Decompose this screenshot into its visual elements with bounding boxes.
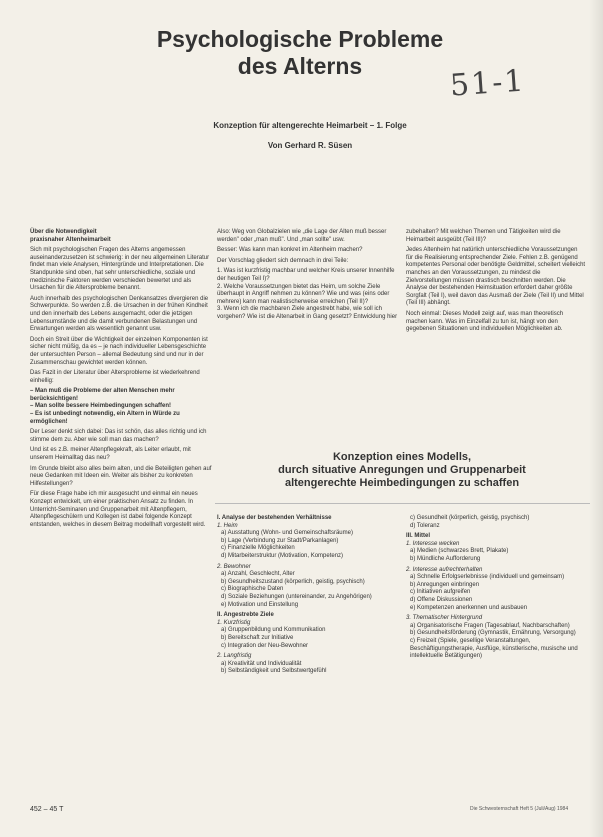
- outline-item: a) Medien (schwarzes Brett, Plakate): [410, 548, 509, 555]
- outline-subheading: 2. Langfristig: [217, 653, 252, 660]
- outline-item: d) Offene Diskussionen: [410, 596, 473, 603]
- outline-subheading: 2. Bewohner: [217, 563, 251, 570]
- outline-item: a) Anzahl, Geschlecht, Alter: [221, 571, 295, 578]
- text-column-1: [30, 229, 214, 532]
- outline-item: c) Initiativen aufgreifen: [410, 589, 471, 596]
- outline-item: e) Motivation und Einstellung: [221, 601, 299, 608]
- outline-list: [217, 530, 405, 560]
- paragraph: Der Vorschlag gliedert sich demnach in drei Teile:: [217, 257, 349, 264]
- paragraph: Das Fazit in der Literatur über Altersprobleme ist wiederkehrend einhellig:: [30, 370, 200, 384]
- outline-column-right: [406, 515, 586, 661]
- paragraph: zubehalten? Mit welchen Themen und Tätigkeiten wird die Heimarbeit ausgeübt (Teil III)?: [406, 229, 561, 243]
- outline-subheading: 2. Interesse aufrechterhalten: [406, 566, 483, 573]
- title-line-1: Psychologische Probleme: [156, 26, 444, 52]
- outline-section: III. Mittel: [406, 533, 430, 540]
- text-column-3: [406, 229, 586, 337]
- text-column-2: [217, 229, 401, 322]
- outline-section: II. Angestrebte Ziele: [217, 612, 274, 619]
- bullet-item: – Es ist unbedingt notwendig, ein Altern in Würde zu ermöglichen!: [30, 411, 180, 425]
- outline-item: d) Toleranz: [410, 522, 440, 529]
- outline-subheading: 3. Thematischer Hintergrund: [406, 615, 483, 622]
- paragraph: Besser: Was kann man konkret im Altenheim machen?: [217, 247, 363, 254]
- model-heading-line-2: durch situative Anregungen und Gruppenarbeit: [278, 464, 526, 476]
- outline-item: b) Anregungen einbringen: [410, 581, 480, 588]
- page-number: 452 – 45 T: [30, 806, 64, 813]
- paragraph: Noch einmal: Dieses Modell zeigt auf, was man theoretisch machen kann. Was im Einzelfall zu tun ist, hängt von den gegebenen Situationen und individuellen Möglichkeiten ab.: [406, 310, 564, 333]
- page-edge-shadow: [589, 0, 603, 837]
- numbered-item: 2. Welche Voraussetzungen bietet das Heim, um solche Ziele überhaupt in Angriff nehmen zu können? Wie und was (eins oder mehrere) kann man realistischerweise erreichen (Teil II)?: [217, 283, 390, 305]
- outline-item: c) Biographische Daten: [221, 586, 284, 593]
- paragraph: Jedes Altenheim hat natürlich unterschiedliche Voraussetzungen für die Realisierung entsprechender Ziele. Fehlen z.B. genügend kompetentes Personal oder benötigte Geldmittel, scheitert vielleicht manches an den Voraussetzungen, zu mindest die Zielvorstellungen müssen drastisch beschnitten werden. Die Analyse der bestehenden Heimsituation erfordert daher größte Sorgfalt (Teil I), weil davon das Ausmaß der Ziele (Teil II) und Mittel (Teil III) abhängt.: [406, 247, 586, 307]
- outline-subheading: 1. Heim: [217, 522, 238, 529]
- outline-list: [217, 571, 405, 609]
- numbered-item: 1. Was ist kurzfristig machbar und welcher Kreis unserer Innenhilfe der heutigen Teil I)?: [217, 268, 395, 282]
- outline-list: [406, 623, 586, 661]
- outline-item: d) Soziale Beziehungen (untereinander, zu Angehörigen): [221, 593, 372, 600]
- section-heading: Über die Notwendigkeit: [30, 229, 97, 235]
- outline-item: a) Schnelle Erfolgserlebnisse (individuell und gemeinsam): [410, 574, 565, 581]
- model-heading-line-3: altengerechte Heimbedingungen zu schaffen: [284, 477, 520, 489]
- model-heading: [222, 451, 582, 490]
- paragraph: Doch ein Streit über die Wichtigkeit der einzelnen Komponenten ist sicher nicht müßig, da es – je nach individueller Lebensgeschichte der untersuchten Person – allemal Bedeutung sind und nur in der Zusammenschau gewichtet werden können.: [30, 336, 208, 366]
- outline-item: b) Lage (Verbindung zur Stadt/Parkanlagen): [221, 537, 339, 544]
- author-byline: Von Gerhard R. Süsen: [267, 141, 353, 150]
- numbered-item: 3. Wenn ich die machbaren Ziele angestrebt habe, wie soll ich vorgehen? Wie ist die Altenarbeit in Gang gesetzt? Entwicklung hier: [217, 306, 398, 320]
- outline-item: b) Gesundheitszustand (körperlich, geistig, psychisch): [221, 578, 365, 585]
- outline-item: c) Integration der Neu-Bewohner: [221, 642, 309, 649]
- outline-item: e) Kompetenzen anerkennen und ausbauen: [410, 604, 528, 611]
- outline-subheading: 1. Kurzfristig: [217, 619, 251, 626]
- outline-item: c) Freizeit (Spiele, gesellige Veranstaltungen, Beschäftigungstherapie, Ausflüge, künstlerische, musische und intellektuelle Betätigungen): [410, 637, 578, 660]
- outline-item: a) Kreativität und Individualität: [221, 660, 302, 667]
- paragraph: Für diese Frage habe ich mir ausgesucht und einmal ein neues Konzept entwickelt, um einer praktischen Ansatz zu finden. In Unterricht-Seminaren und Gruppenarbeit mit Altenpflegern, Altenpflegeschülern und Kollegen ist dabei folgende Konzept entstanden, welches in diesem Beitrag modellhaft vorgestellt wird.: [30, 491, 206, 528]
- outline-item: c) Finanzielle Möglichkeiten: [221, 545, 295, 552]
- bullet-item: – Man muß die Probleme der alten Menschen mehr berücksichtigen!: [30, 388, 175, 402]
- outline-section: I. Analyse der bestehenden Verhältnisse: [217, 515, 332, 521]
- outline-list: [217, 627, 405, 650]
- journal-citation: Die Schwesternschaft Heft 5 (Juli/Aug) 1984: [470, 806, 569, 812]
- handwritten-annotation: 51-1: [448, 63, 527, 104]
- article-subtitle: Konzeption für altengerechte Heimarbeit – 1. Folge: [213, 121, 407, 130]
- title-line-2: des Alterns: [237, 53, 363, 79]
- outline-item: a) Ausstattung (Wohn- und Gemeinschaftsräume): [221, 530, 353, 537]
- divider: [215, 503, 590, 504]
- paragraph: Auch innerhalb des psychologischen Denkansatzes divergieren die Schwerpunkte. So werden z.B. die Ursachen in der frühen Kindheit und den innerhalb des Lebens ausgemacht, oder die jetzigen Lebensumstände und die damit verbundenen Belastungen und Erwartungen werden als wesentlich genannt usw.: [30, 295, 209, 333]
- outline-list: [406, 574, 586, 612]
- outline-item: b) Gesundheitsförderung (Gymnastik, Ernährung, Versorgung): [410, 630, 576, 637]
- paragraph: Sich mit psychologischen Fragen des Alterns angemessen auseinanderzusetzen ist schwierig: in der neu allgemeinen Literatur findet man viele Analysen, Hintergründe und Interpretationen. Die Standpunkte sind oben, hat sehr unterschiedliche, soziale und medizinische Faktoren werden verschieden bewertet und als Ursachen für die Altersprobleme benannt.: [30, 247, 210, 292]
- paragraph: Im Grunde bleibt also alles beim alten, und die Beteiligten gehen auf neue Gedanken mit Ideen ein. Weiter als bisher zu konkreten Hilfestellungen?: [30, 465, 212, 487]
- outline-item: c) Gesundheit (körperlich, geistig, psychisch): [410, 515, 530, 521]
- article-title: [120, 26, 480, 80]
- paragraph: Der Leser denkt sich dabei: Das ist schön, das alles richtig und ich stimme dem zu. Aber wie soll man das machen?: [30, 429, 207, 443]
- outline-item: d) Mitarbeiterstruktur (Motivation, Kompetenz): [221, 552, 344, 559]
- paragraph: Und ist es z.B. meiner Altenpflegekraft, als Leiter erlaubt, mit unserem Heimalltag das neu?: [30, 447, 191, 462]
- bullet-item: – Man sollte bessere Heimbedingungen schaffen!: [30, 403, 172, 410]
- outline-item: b) Bereitschaft zur Initiative: [221, 634, 294, 641]
- outline-column-left: [217, 515, 405, 676]
- paragraph: Also: Weg von Globalzielen wie „die Lage der Alten muß besser werden" oder „man muß". Und „man sollte" usw.: [217, 229, 387, 243]
- outline-item: a) Organisatorische Fragen (Tagesablauf, Nachbarschaften): [410, 622, 570, 629]
- model-heading-line-1: Konzeption eines Modells,: [332, 451, 472, 463]
- section-heading-2: praxisnaher Altenheimarbeit: [30, 236, 111, 243]
- outline-item: b) Selbständigkeit und Selbstwertgefühl: [221, 668, 327, 675]
- outline-subheading: 1. Interesse wecken: [406, 540, 460, 547]
- outline-item: b) Mündliche Aufforderung: [410, 555, 481, 562]
- outline-list: [406, 548, 586, 563]
- outline-list: [406, 515, 586, 530]
- outline-list: [217, 661, 405, 676]
- outline-item: a) Gruppenbildung und Kommunikation: [221, 627, 326, 634]
